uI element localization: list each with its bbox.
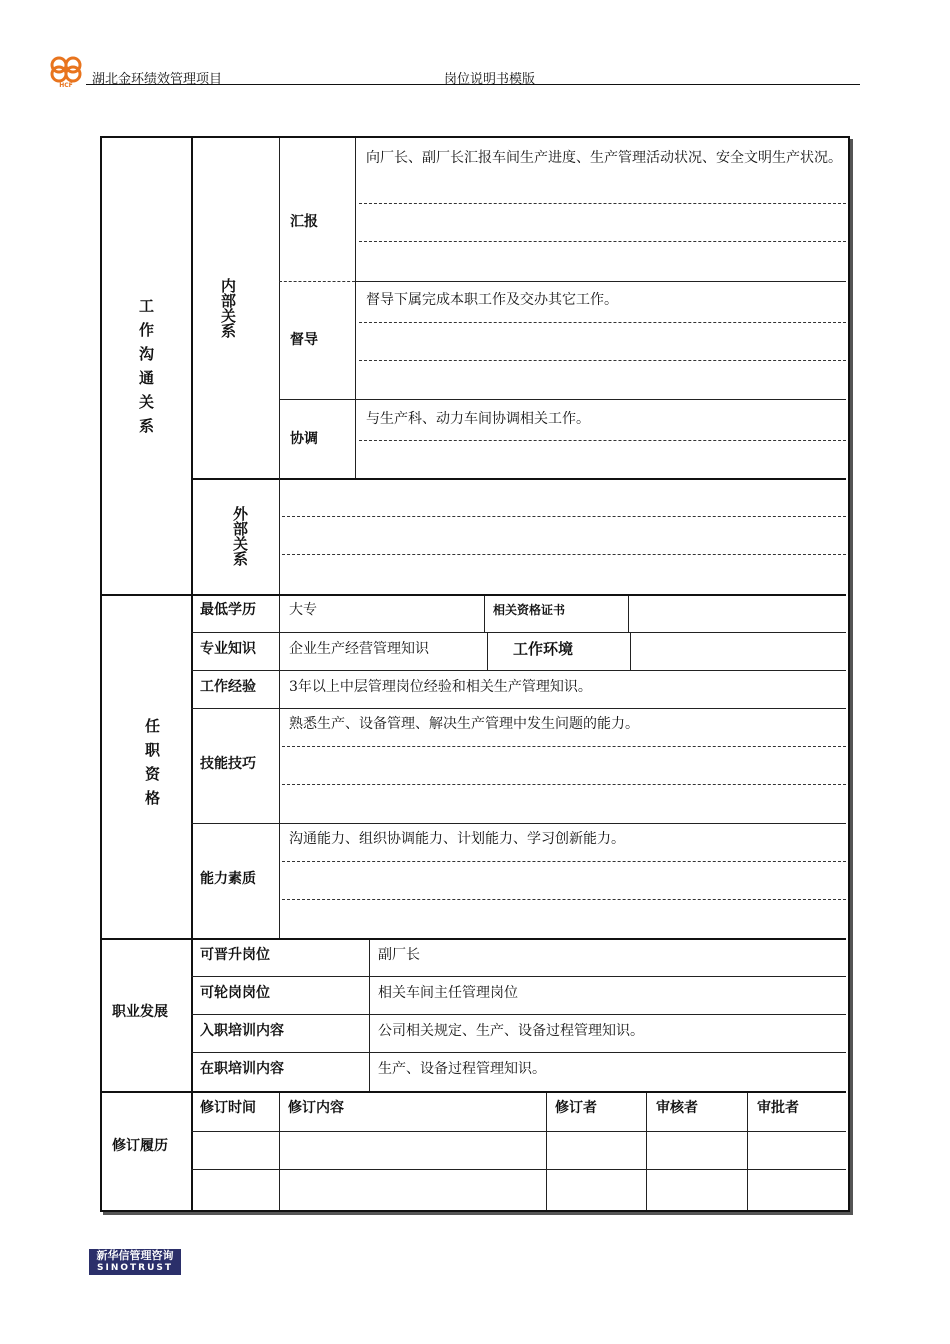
career-row-value: 生产、设备过程管理知识。 [378,1061,546,1077]
divider [191,708,846,709]
divider [355,138,356,478]
blank-line [282,899,846,900]
supervise-label: 督导 [290,332,318,348]
blank-line [359,360,846,361]
report-text: 向厂长、副厂长汇报车间生产进度、生产管理活动状况、安全文明生产状况。 [366,150,842,166]
career-row-value: 公司相关规定、生产、设备过程管理知识。 [378,1023,644,1039]
divider [279,138,280,478]
career-row-label: 可晋升岗位 [200,947,270,963]
blank-line [359,203,846,204]
experience-value: 3年以上中层管理岗位经验和相关生产管理知识。 [289,679,592,695]
divider [546,1093,547,1210]
divider [191,138,193,1210]
divider [279,281,355,282]
environment-label: 工作环境 [513,640,574,658]
divider [191,1169,846,1170]
knowledge-value: 企业生产经营管理知识 [289,641,429,657]
divider [630,632,631,670]
divider [191,478,846,480]
revision-header-content: 修订内容 [288,1100,344,1116]
job-description-form [100,136,850,1212]
blank-line [282,516,846,517]
divider [191,632,846,633]
education-label: 最低学历 [200,602,256,618]
education-value: 大专 [289,602,317,618]
coordinate-label: 协调 [290,431,318,447]
career-row-label: 在职培训内容 [200,1061,284,1077]
revision-header-reviser: 修订者 [555,1100,597,1116]
document-title: 岗位说明书模版 [444,72,536,87]
career-row-value: 相关车间主任管理岗位 [378,985,518,1001]
divider [279,1093,280,1210]
section-label-career: 职业发展 [112,1004,168,1020]
skills-value: 熟悉生产、设备管理、解决生产管理中发生问题的能力。 [289,716,639,732]
blank-line [282,746,846,747]
divider [628,596,629,632]
divider [191,976,846,977]
divider [191,1014,846,1015]
divider [279,596,280,939]
section-label-qualification: 任职资格 [143,718,161,814]
blank-line [282,861,846,862]
revision-header-reviewer: 审核者 [656,1100,698,1116]
external-relations-label: 外部关系 [231,506,249,566]
section-divider [102,938,846,940]
divider [646,1093,647,1210]
divider [369,940,370,1092]
divider [484,596,485,632]
divider [355,281,846,282]
revision-header-date: 修订时间 [200,1100,256,1116]
header-rule [86,84,860,85]
footer-logo [89,1249,181,1275]
project-name: 湖北金环绩效管理项目 [92,72,223,87]
footer-logo-cn: 新华信管理咨询 [96,1249,174,1262]
divider [279,478,280,596]
section-divider [102,594,846,596]
divider [191,1131,846,1132]
section-label-revision: 修订履历 [112,1138,168,1154]
blank-line [359,440,846,441]
ability-value: 沟通能力、组织协调能力、计划能力、学习创新能力。 [289,831,625,847]
divider [191,670,846,671]
knowledge-label: 专业知识 [200,641,256,657]
company-logo-icon [48,54,84,88]
blank-line [282,784,846,785]
career-row-value: 副厂长 [378,947,420,963]
career-row-label: 入职培训内容 [200,1023,284,1039]
internal-relations-label: 内部关系 [219,278,237,338]
experience-label: 工作经验 [200,679,256,695]
blank-line [359,241,846,242]
divider [279,399,846,400]
certificate-label: 相关资格证书 [493,603,566,617]
section-label-communication: 工作沟通关系 [137,298,155,442]
divider [191,1052,846,1053]
logo-text: HCF [59,82,73,88]
report-label: 汇报 [290,214,318,230]
blank-line [282,554,846,555]
revision-header-approver: 审批者 [757,1100,799,1116]
ability-label: 能力素质 [200,871,256,887]
supervise-text: 督导下属完成本职工作及交办其它工作。 [366,292,618,308]
coordinate-text: 与生产科、动力车间协调相关工作。 [366,411,590,427]
section-divider [102,1091,846,1093]
page-header [48,54,860,86]
divider [747,1093,748,1210]
divider [487,632,488,670]
divider [191,823,846,824]
career-row-label: 可轮岗岗位 [200,985,270,1001]
footer-logo-en: SINOTRUST [96,1263,173,1273]
skills-label: 技能技巧 [200,756,256,772]
blank-line [359,322,846,323]
